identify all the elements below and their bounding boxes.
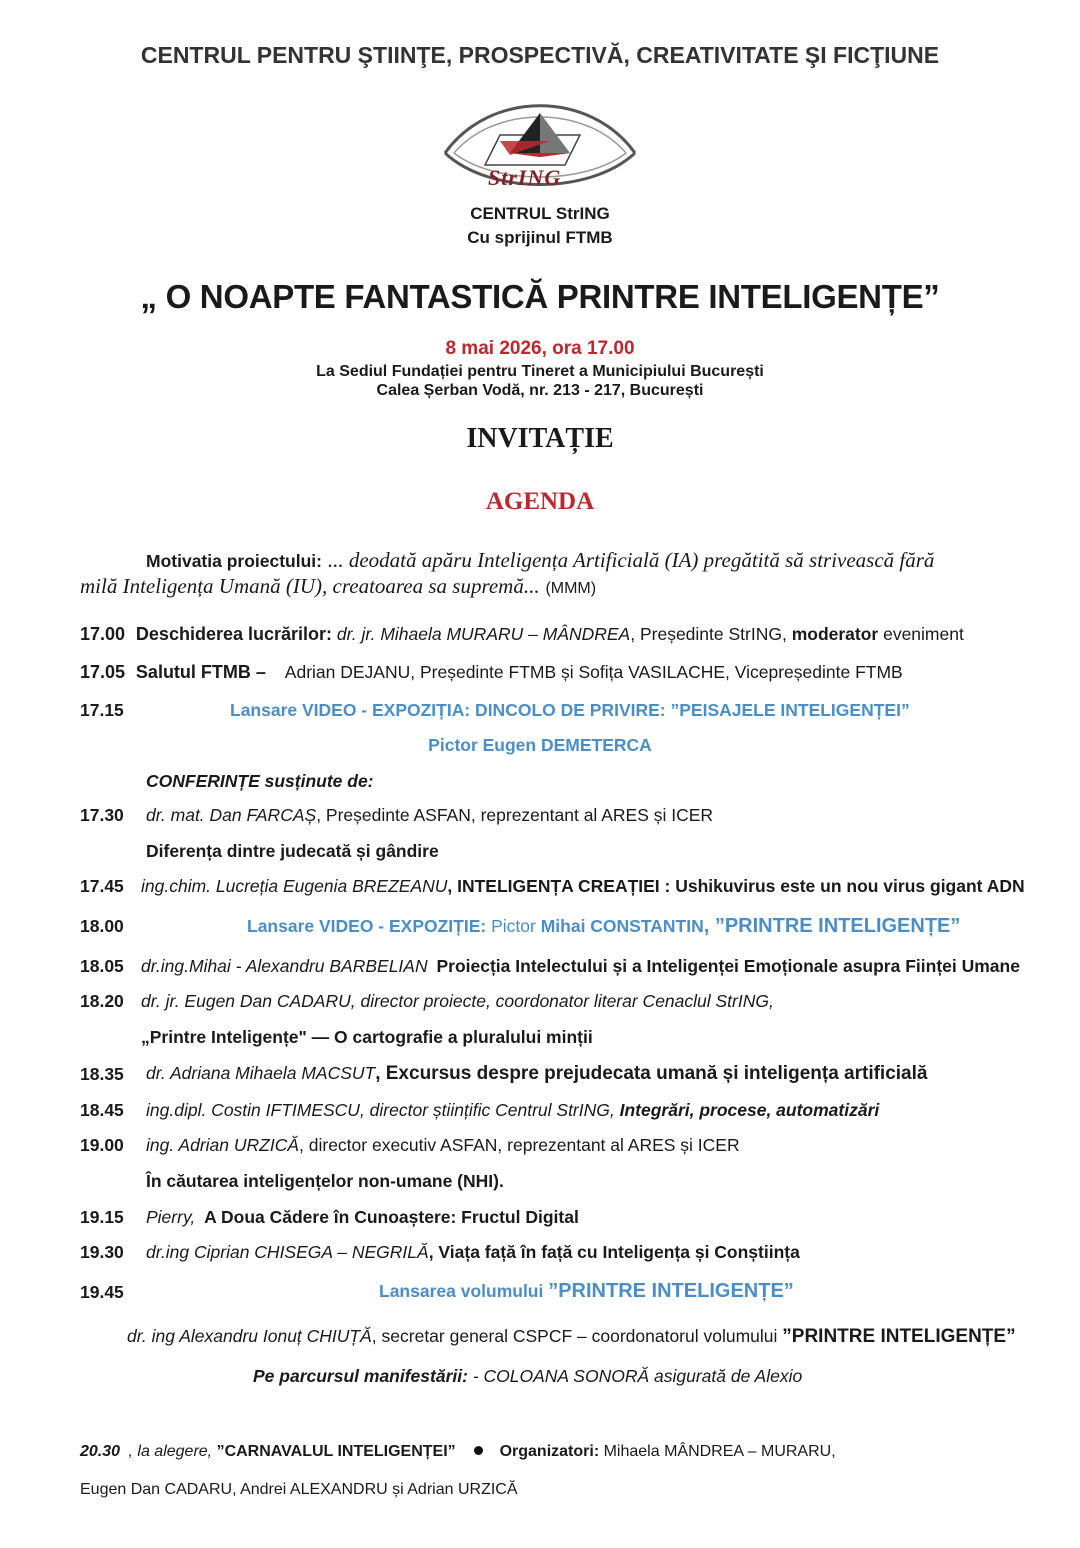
invitation-heading: INVITAȚIE — [466, 423, 614, 454]
painter-line: Pictor Eugen DEMETERCA — [428, 735, 652, 755]
agenda-time-1945: 19.45 — [80, 1282, 124, 1302]
organizers-label: Organizatori: — [499, 1443, 600, 1460]
agenda-speaker-1805 — [141, 956, 1020, 977]
speaker-name: dr. jr. Mihaela MURARU – MÂNDREA — [336, 624, 631, 644]
speaker-name: Pierry, — [146, 1207, 196, 1227]
centre-name: CENTRUL StrING — [470, 204, 610, 223]
agenda-speaker-1745 — [141, 876, 1025, 897]
speaker-name: dr.ing.Mihai - Alexandru BARBELIAN — [141, 956, 428, 976]
book-coordinator-line — [127, 1326, 1016, 1348]
organization-title: CENTRUL PENTRU ŞTIINŢE, PROSPECTIVĂ, CREATIVITATE ŞI FICŢIUNE — [140, 42, 940, 68]
agenda-time-1745: 17.45 — [80, 876, 124, 896]
agenda-time: 17.00 — [80, 624, 126, 644]
talk-title: , INTELIGENȚA CREAȚIEI : Ushikuvirus este un nou virus gigant ADN — [447, 876, 1025, 896]
carnival-title: ”CARNAVALUL INTELIGENȚEI” — [216, 1443, 456, 1460]
agenda-heading: AGENDA — [485, 488, 595, 515]
agenda-time-1730: 17.30 — [80, 805, 124, 825]
string-logo — [440, 95, 640, 200]
agenda-speaker-1845 — [146, 1100, 879, 1121]
speaker-name: ing.chim. Lucreția Eugenia BREZEANU — [141, 876, 448, 896]
speaker-role: , director executiv ASFAN, reprezentant al ARES și ICER — [299, 1135, 740, 1155]
agenda-item-1700 — [80, 624, 964, 645]
motivation-text-2: milă Inteligența Umană (IU), creatoarea sa supremă... — [80, 574, 540, 598]
music-text: - COLOANA SONORĂ asigurată de Alexio — [467, 1366, 803, 1386]
expo-title: , ”PRINTRE INTELIGENȚE” — [703, 915, 961, 937]
motivation-line-1 — [146, 548, 934, 573]
coordinator-role: , secretar general CSPCF – coordonatorul volumului — [371, 1326, 783, 1346]
motivation-label: Motivatia proiectului: — [146, 551, 322, 571]
agenda-time-1800: 18.00 — [80, 916, 124, 936]
organizers-line-1: Mihaela MÂNDREA – MURARU, — [603, 1443, 836, 1460]
parade-time: 20.30 — [80, 1443, 121, 1460]
agenda-speaker-1900 — [146, 1135, 740, 1156]
video-expo-line: Lansare VIDEO - EXPOZIȚIA: DINCOLO DE PRIVIRE: ”PEISAJELE INTELIGENȚEI” — [230, 700, 910, 720]
agenda-label: Salutul FTMB – — [135, 662, 266, 682]
agenda-label: Deschiderea lucrărilor: — [135, 624, 333, 644]
agenda-time-1805: 18.05 — [80, 956, 124, 976]
agenda-speaker-1835 — [146, 1063, 927, 1085]
event-title: „ O NOAPTE FANTASTICĂ PRINTRE INTELIGENȚE” — [140, 278, 940, 315]
agenda-time-1715: 17.15 — [80, 700, 124, 720]
painter-name: Mihai CONSTANTIN — [540, 916, 704, 936]
agenda-item-1705 — [80, 662, 903, 683]
speaker-role: , Președinte ASFAN, reprezentant al ARES și ICER — [316, 805, 714, 825]
agenda-speaker-1915 — [146, 1207, 579, 1228]
speaker-name: ing.dipl. Costin IFTIMESCU, director științific Centrul StrING, — [146, 1100, 620, 1120]
agenda-time-1820: 18.20 — [80, 991, 124, 1011]
agenda-speaker-1820: dr. jr. Eugen Dan CADARU, director proiecte, coordonator literar Cenaclul StrING, — [141, 991, 774, 1011]
bullet-icon — [474, 1446, 483, 1455]
moderator-label: moderator — [791, 624, 879, 644]
organizers-line-2: Eugen Dan CADARU, Andrei ALEXANDRU și Adrian URZICĂ — [80, 1481, 518, 1498]
agenda-time-1915: 19.15 — [80, 1207, 124, 1227]
speaker-role: , Președinte StrING, — [630, 624, 792, 644]
support-line: Cu sprijinul FTMB — [467, 228, 613, 247]
talk-title: , Excursus despre prejudecata umană și inteligența artificială — [375, 1063, 928, 1084]
logo-text: StrING — [488, 165, 562, 190]
motivation-text-1: ... deodată apăru Inteligența Artificială (IA) pregătită să strivească fără — [327, 548, 935, 572]
video-expo-1800 — [247, 915, 960, 938]
parade-choice: , la alegere, — [128, 1443, 217, 1460]
speaker-name: dr. mat. Dan FARCAȘ — [146, 805, 317, 825]
painter-label: Pictor — [486, 916, 541, 936]
event-address: Calea Șerban Vodă, nr. 213 - 217, București — [376, 382, 704, 399]
book-title: ”PRINTRE INTELIGENȚE” — [548, 1280, 794, 1302]
agenda-text: Adrian DEJANU, Președinte FTMB și Sofița VASILACHE, Vicepreședinte FTMB — [284, 662, 903, 682]
agenda-time-1845: 18.45 — [80, 1100, 124, 1120]
agenda-time-1835: 18.35 — [80, 1064, 124, 1084]
footer-parade-line — [80, 1443, 836, 1461]
agenda-speaker-1730 — [146, 805, 713, 826]
agenda-time-1930: 19.30 — [80, 1242, 124, 1262]
event-venue: La Sediul Fundației pentru Tineret a Municipiului București — [316, 363, 764, 380]
motivation-line-2 — [80, 574, 596, 599]
event-date: 8 mai 2026, ora 17.00 — [445, 338, 635, 359]
conferences-heading: CONFERINȚE susținute de: — [146, 771, 374, 791]
agenda-time-1900: 19.00 — [80, 1135, 124, 1155]
speaker-name: dr.ing Ciprian CHISEGA – NEGRILĂ — [146, 1242, 429, 1262]
moderator-tail: eveniment — [878, 624, 964, 644]
speaker-name: ing. Adrian URZICĂ — [146, 1135, 300, 1155]
talk-title: Integrări, procese, automatizări — [619, 1100, 880, 1120]
talk-title: Proiecția Intelectului și a Inteligenței Emoționale asupra Ființei Umane — [436, 956, 1020, 976]
motivation-signature: (MMM) — [545, 580, 597, 597]
book-launch — [379, 1280, 794, 1303]
coordinator-name: dr. ing Alexandru Ionuț CHIUȚĂ — [127, 1326, 372, 1346]
launch-label: Lansarea volumului — [379, 1281, 549, 1301]
agenda-time: 17.05 — [80, 662, 126, 682]
talk-title-1900: În căutarea inteligențelor non-umane (NHI). — [146, 1171, 504, 1191]
talk-title: A Doua Cădere în Cunoaștere: Fructul Digital — [204, 1207, 579, 1227]
music-line — [253, 1366, 802, 1387]
talk-title: , Viața față în față cu Inteligența și Conștiința — [428, 1242, 800, 1262]
talk-title-1820: „Printre Inteligențe" — O cartografie a pluralului minții — [141, 1027, 593, 1047]
music-label: Pe parcursul manifestării: — [253, 1366, 468, 1386]
book-title: ”PRINTRE INTELIGENȚE” — [782, 1326, 1016, 1347]
agenda-speaker-1930 — [146, 1242, 800, 1263]
expo-label: Lansare VIDEO - EXPOZIȚIE: — [247, 916, 487, 936]
talk-title-1730: Diferența dintre judecată și gândire — [146, 841, 439, 861]
speaker-name: dr. Adriana Mihaela MACSUT — [146, 1063, 376, 1083]
